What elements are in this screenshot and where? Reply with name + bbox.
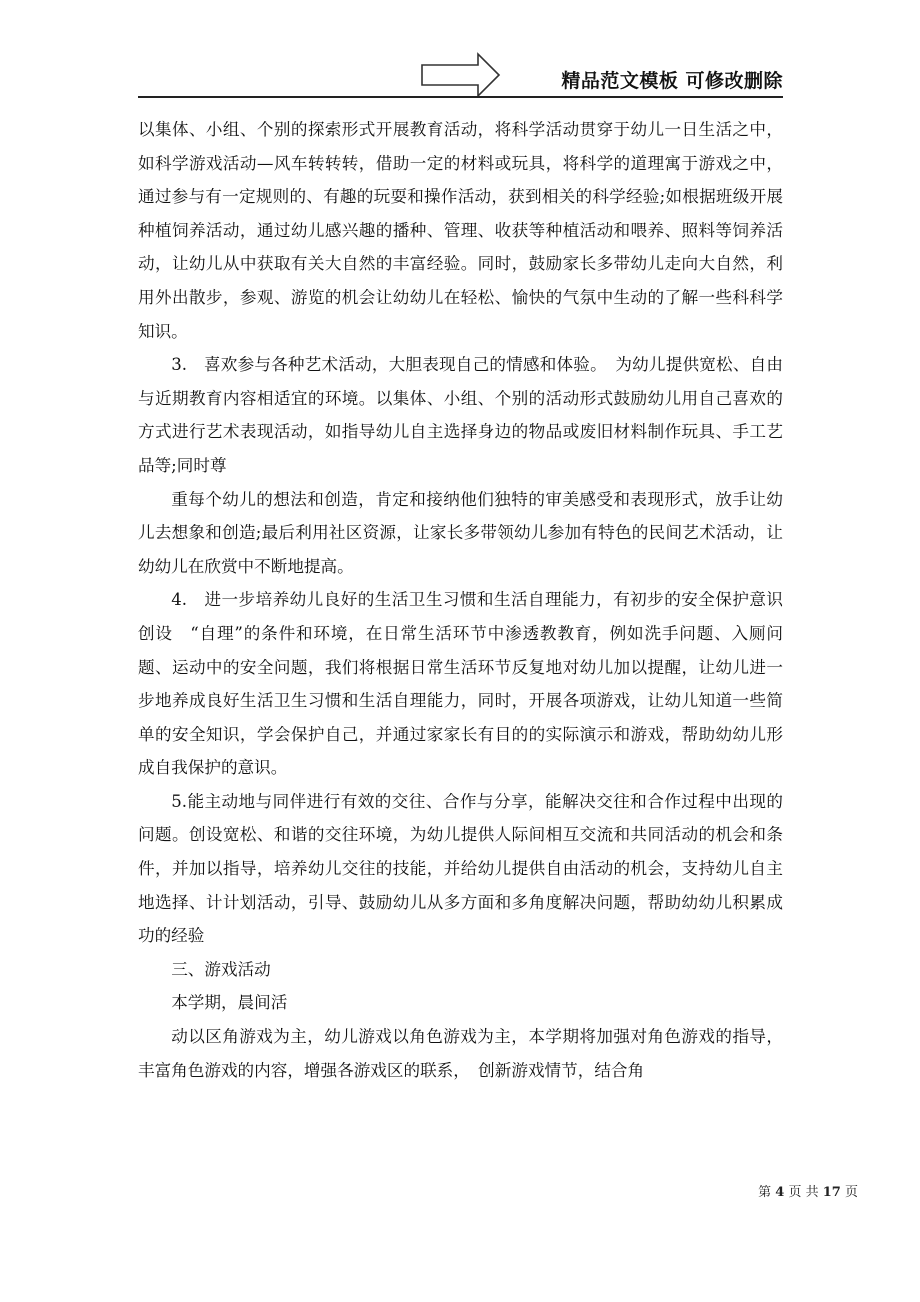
footer-middle: 页 共 — [788, 1185, 819, 1200]
paragraph: 动以区角游戏为主，幼儿游戏以角色游戏为主，本学期将加强对角色游戏的指导，丰富角色游戏的内容，增强各游戏区的联系， 创新游戏情节，结合角 — [138, 1027, 783, 1080]
page-header — [138, 52, 783, 100]
paragraph: 5.能主动地与同伴进行有效的交往、合作与分享，能解决交往和合作过程中出现的问题。创设宽松、和谐的交往环境，为幼儿提供人际间相互交流和共同活动的机会和条件，并加以指导，培养幼儿交往的技能，并给幼儿提供自由活动的机会，支持幼儿自主地选择、计计划活动，引导、鼓励幼儿从多方面和多角度解决问题，帮助幼幼儿积累成功的经验 — [138, 791, 783, 946]
header-title: 精品范文模板 可修改删除 — [561, 70, 783, 92]
right-arrow-outline-icon — [420, 52, 502, 98]
footer-suffix: 页 — [844, 1185, 858, 1200]
paragraph: 重每个幼儿的想法和创造，肯定和接纳他们独特的审美感受和表现形式，放手让幼儿去想象和创造;最后利用社区资源，让家长多带领幼儿参加有特色的民间艺术活动，让幼幼儿在欣赏中不断地提高。 — [138, 489, 783, 576]
paragraph: 3. 喜欢参与各种艺术活动，大胆表现自己的情感和体验。 为幼儿提供宽松、自由与近期教育内容相适宜的环境。以集体、小组、个别的活动形式鼓励幼儿用自己喜欢的方式进行艺术表现活动，如指导幼儿自主选择身边的物品或废旧材料制作玩具、手工艺品等;同时尊 — [138, 355, 783, 475]
page-footer — [758, 1181, 858, 1200]
paragraph: 以集体、小组、个别的探索形式开展教育活动，将科学活动贯穿于幼儿一日生活之中，如科学游戏活动—风车转转转，借助一定的材料或玩具，将科学的道理寓于游戏之中，通过参与有一定规则的、有趣的玩耍和操作活动，获到相关的科学经验;如根据班级开展种植饲养活动，通过幼儿感兴趣的播种、管理、收获等种植活动和喂养、照料等饲养活动，让幼儿从中获取有关大自然的丰富经验。同时，鼓励家长多带幼儿走向大自然，利用外出散步，参观、游览的机会让幼幼儿在轻松、愉快的气氛中生动的了解一些科科学知识。 — [138, 120, 783, 341]
footer-prefix: 第 — [758, 1185, 772, 1200]
paragraph: 4. 进一步培养幼儿良好的生活卫生习惯和生活自理能力，有初步的安全保护意识创设 “自理”的条件和环境，在日常生活环节中渗透教教育，例如洗手问题、入厕问题、运动中的安全问题，我们将根据日常生活环节反复地对幼儿加以提醒，让幼儿进一步地养成良好生活卫生习惯和生活自理能力，同时，开展各项游戏，让幼儿知道一些简单的安全知识，学会保护自己，并通过家家长有目的的实际演示和游戏，帮助幼幼儿形成自我保护的意识。 — [138, 590, 783, 778]
total-pages-number: 17 — [822, 1185, 841, 1200]
paragraph: 本学期，晨间活 — [171, 993, 288, 1013]
section-heading: 三、游戏活动 — [171, 959, 271, 979]
current-page-number: 4 — [775, 1185, 785, 1200]
document-body — [138, 113, 783, 1087]
header-divider — [138, 96, 783, 98]
